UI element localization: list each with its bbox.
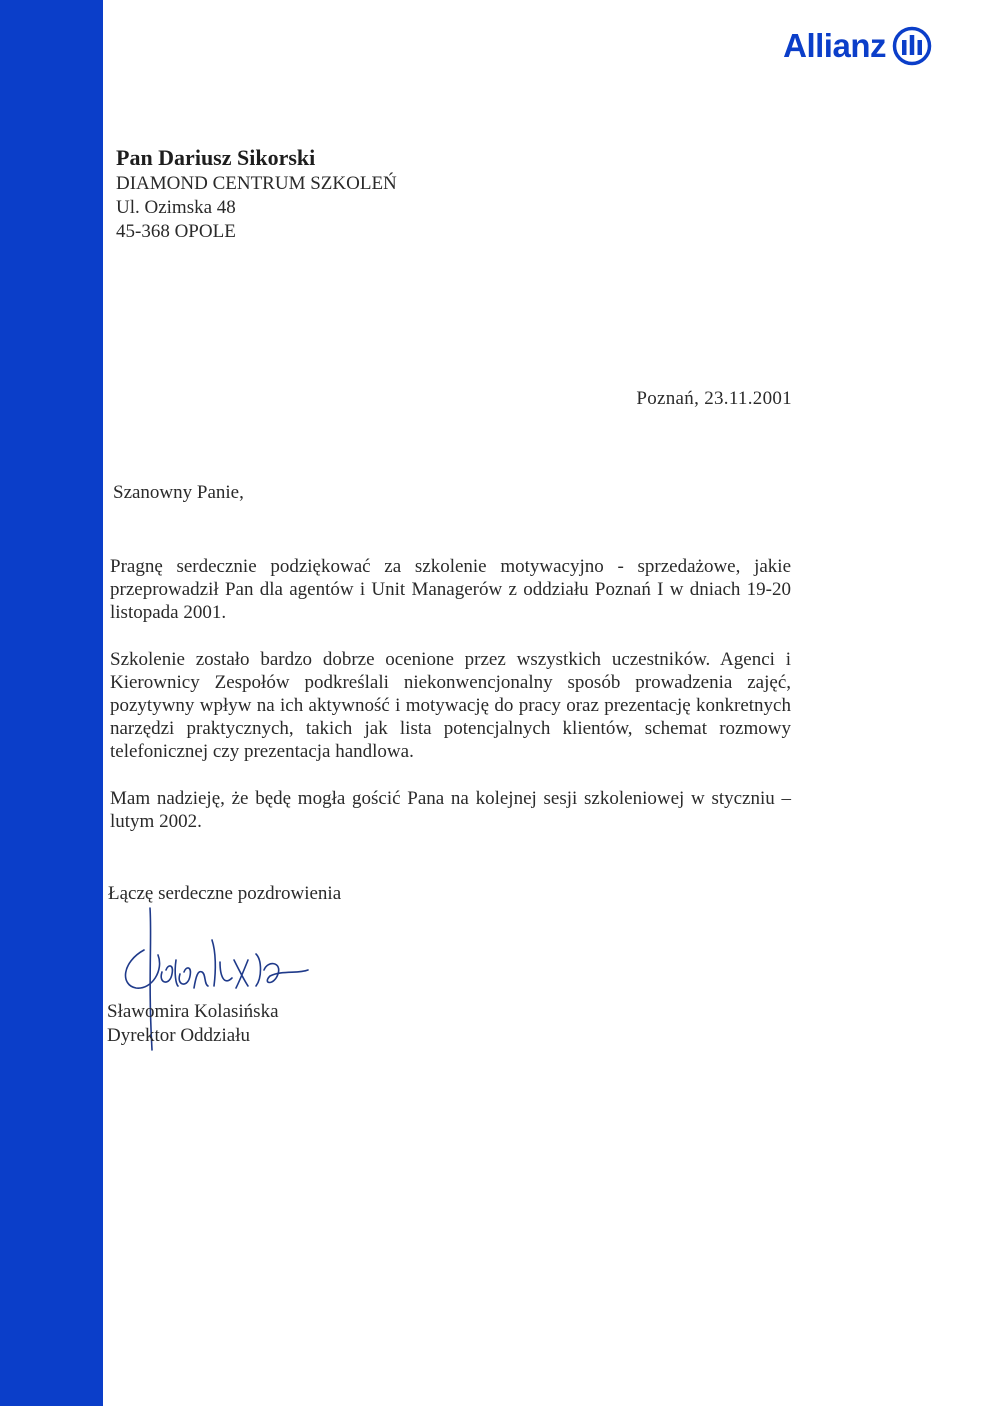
recipient-address-block	[116, 144, 397, 244]
recipient-company: DIAMOND CENTRUM SZKOLEŃ	[116, 173, 397, 194]
letter-body	[110, 555, 791, 857]
allianz-logo	[783, 26, 932, 66]
body-paragraph: Mam nadzieję, że będę mogła gościć Pana na kolejnej sesji szkoleniowej w styczniu – lutym 2002.	[110, 788, 791, 832]
recipient-name: Pan Dariusz Sikorski	[116, 145, 316, 170]
recipient-street: Ul. Ozimska 48	[116, 197, 236, 218]
body-paragraph: Pragnę serdecznie podziękować za szkolenie motywacyjno - sprzedażowe, jakie przeprowadził Pan dla agentów i Unit Managerów z oddziału Poznań I w dniach 19-20 listopada 2001.	[110, 556, 791, 623]
logo-wordmark: Allianz	[783, 27, 886, 64]
recipient-city: 45-368 OPOLE	[116, 221, 236, 242]
signer-title: Dyrektor Oddziału	[107, 1025, 250, 1046]
salutation: Szanowny Panie,	[113, 482, 244, 503]
allianz-eagle-emblem-icon	[892, 26, 932, 66]
letter-date: Poznań, 23.11.2001	[636, 388, 792, 409]
letterhead-blue-band	[0, 0, 103, 1406]
body-paragraph: Szkolenie zostało bardzo dobrze ocenione przez wszystkich uczestników. Agenci i Kierownicy Zespołów podkreślali niekonwencjonalny sposób prowadzenia zajęć, pozytywny wpływ na ich aktywność i motywację do pracy oraz prezentację konkretnych narzędzi praktycznych, takich jak lista potencjalnych klientów, schemat rozmowy telefonicznej czy prezentacja handlowa.	[110, 649, 791, 762]
signer-name: Sławomira Kolasińska	[107, 1001, 279, 1022]
closing-line: Łączę serdeczne pozdrowienia	[108, 883, 342, 904]
signer-block	[107, 1000, 279, 1048]
